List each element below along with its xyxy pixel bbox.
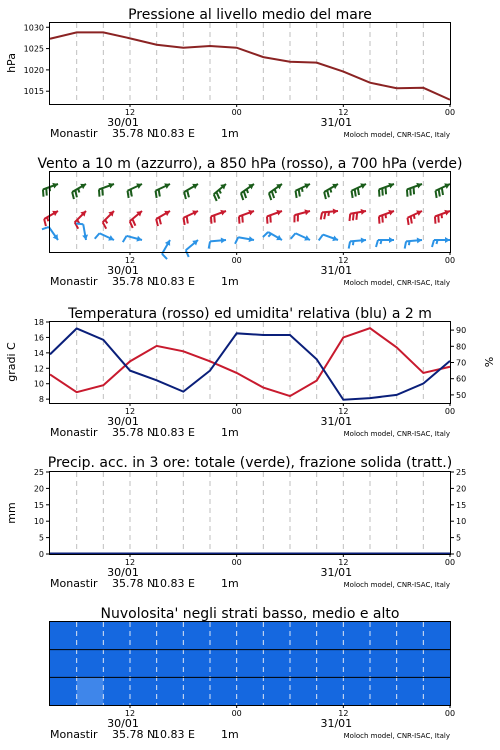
barb-feather: [155, 191, 156, 198]
y-tick-label: 0: [38, 550, 44, 559]
wind-barb: [235, 236, 254, 244]
barb-feather: [435, 216, 436, 223]
wind-panel: [37, 156, 462, 288]
barb-feather: [407, 218, 408, 225]
cloud-cell: [397, 677, 424, 705]
cloud-cell: [237, 677, 264, 705]
wind-barb: [379, 210, 394, 224]
y-tick-label: 18: [33, 318, 44, 327]
y-tick-label: 16: [33, 333, 44, 343]
barb-feather: [44, 219, 46, 226]
x-tick-label: 12: [124, 108, 136, 117]
wind-barb: [123, 236, 142, 242]
barb-feather: [241, 193, 243, 200]
wind-barb: [295, 183, 310, 198]
cloud-cell: [343, 677, 370, 705]
barb-feather: [275, 189, 276, 193]
cloud-cell: [50, 622, 77, 650]
barb-feather: [239, 216, 240, 223]
date-label: 30/01: [107, 566, 139, 579]
wind-barb: [43, 183, 58, 197]
barb-feather: [72, 192, 74, 199]
wind-barb: [241, 184, 254, 200]
barb-feather: [358, 188, 359, 195]
temperature-yticks: [34, 318, 466, 404]
barb-feather: [376, 240, 378, 247]
wind-barb: [435, 183, 450, 198]
barb-feather: [131, 189, 132, 196]
barb-feather: [78, 189, 79, 193]
station-lat: 35.78 N: [112, 577, 156, 590]
barb-feather: [184, 192, 186, 199]
wind-barb: [263, 232, 282, 240]
cloud-cell: [290, 677, 317, 705]
barb-feather: [351, 191, 352, 198]
station-lat: 35.78 N: [112, 426, 156, 439]
wind-barb: [183, 210, 198, 225]
barb-feather: [270, 215, 271, 222]
y-tick-label: 25: [33, 468, 44, 477]
barb-feather: [324, 212, 325, 219]
barb-feather: [302, 188, 303, 192]
date-label: 30/01: [107, 717, 139, 730]
model-credit: Moloch model, CNR-ISAC, Italy: [343, 581, 450, 589]
barb-feather: [379, 216, 380, 223]
barb-feather: [442, 188, 443, 195]
barb-feather: [219, 190, 221, 194]
cloud-cell: [237, 622, 264, 650]
barb-feather: [432, 240, 434, 247]
precip-title: Precip. acc. in 3 ore: totale (verde), frazione solida (tratt.): [47, 455, 453, 471]
x-tick-label: 00: [444, 108, 456, 117]
station-name: Monastir: [50, 275, 98, 288]
barb-feather: [353, 213, 354, 220]
y-tick-label: 1030: [23, 23, 44, 33]
barb-feather: [244, 191, 246, 198]
cloud-cell: [183, 622, 210, 650]
wind-barb: [269, 184, 282, 200]
model-credit: Moloch model, CNR-ISAC, Italy: [343, 732, 450, 740]
barb-feather: [214, 215, 215, 222]
barb-feather: [295, 191, 296, 198]
station-name: Monastir: [50, 127, 98, 140]
pressure-yticks: [24, 23, 50, 96]
y-tick-label: 20: [33, 484, 44, 494]
barb-feather: [209, 241, 210, 248]
station-name: Monastir: [50, 577, 98, 590]
station-elevation: 1m: [221, 426, 239, 439]
date-label: 31/01: [320, 415, 353, 428]
y-right-tick-label: 50: [456, 390, 467, 400]
x-tick-label: 00: [231, 709, 242, 718]
cloud-cell: [397, 650, 424, 678]
cloud-xticks: [50, 705, 455, 741]
barb-feather: [330, 189, 331, 193]
cloud-cell: [157, 650, 184, 678]
station-elevation: 1m: [221, 728, 239, 741]
barb-feather: [353, 241, 354, 245]
pressure-ylabel: hPa: [5, 53, 18, 73]
wind-barb: [351, 183, 366, 198]
station-lat: 35.78 N: [112, 127, 156, 140]
cloud-cell: [103, 650, 130, 678]
x-tick-label: 12: [124, 256, 136, 265]
cloud-cell: [343, 650, 370, 678]
wind-barb: [376, 237, 394, 247]
wind-barb: [209, 237, 226, 248]
y-tick-label: 10: [33, 379, 44, 389]
temperature-xticks: [50, 403, 455, 439]
model-credit: Moloch model, CNR-ISAC, Italy: [343, 279, 450, 287]
station-lon: 10.83 E: [153, 728, 195, 741]
precip-frame: [50, 472, 451, 555]
y-right-tick-label: 15: [456, 500, 467, 510]
cloud-cell: [157, 677, 184, 705]
y-right-tick-label: 0: [456, 550, 462, 559]
barb-feather: [324, 192, 326, 199]
cloud-cell: [263, 650, 290, 678]
wind-xticks: [50, 252, 455, 288]
wind-barb: [432, 237, 450, 247]
station-elevation: 1m: [221, 577, 239, 590]
cloud-cell: [103, 677, 130, 705]
y-tick-label: 1015: [23, 87, 44, 97]
wind-barb: [130, 211, 142, 228]
cloud-cell: [263, 622, 290, 650]
barb-feather: [382, 215, 383, 222]
wind-barb: [239, 210, 254, 224]
y-right-tick-label: 60: [456, 374, 467, 384]
wind-barb: [349, 237, 366, 248]
cloud-cell: [77, 650, 104, 678]
wind-barb: [95, 233, 114, 240]
barb-feather: [386, 187, 387, 194]
cloud-cell: [317, 622, 344, 650]
pressure-xticks: [50, 104, 455, 140]
cloud-cell: [210, 650, 237, 678]
barb-feather: [409, 241, 410, 245]
station-elevation: 1m: [221, 127, 239, 140]
barb-feather: [47, 217, 48, 221]
pressure-lines: [50, 32, 450, 99]
cloud-cell: [210, 622, 237, 650]
x-tick-label: 12: [338, 407, 349, 416]
humidity-ylabel: %: [482, 356, 495, 368]
pressure-panel: [5, 7, 455, 140]
cloud-cell: [50, 650, 77, 678]
temperature-title: Temperatura (rosso) ed umidita' relativa (blu) a 2 m: [68, 306, 432, 322]
x-tick-label: 12: [124, 709, 136, 718]
barb-feather: [356, 213, 357, 220]
barb-feather: [267, 216, 268, 223]
x-tick-label: 12: [338, 709, 349, 718]
wind-barb: [319, 235, 338, 242]
cloud-cell: [370, 677, 397, 705]
temperature-panel: [5, 306, 495, 439]
model-credit: Moloch model, CNR-ISAC, Italy: [343, 430, 450, 438]
cloud-cell: [370, 622, 397, 650]
barb-feather: [186, 250, 189, 257]
date-label: 30/01: [107, 264, 139, 277]
station-lat: 35.78 N: [112, 275, 156, 288]
cloud-panel: [50, 606, 456, 741]
x-tick-label: 12: [338, 108, 349, 117]
barb-feather: [355, 189, 356, 196]
cloud-cell: [237, 650, 264, 678]
barb-feather: [159, 217, 161, 224]
wind-barb: [321, 208, 338, 219]
barb-feather: [414, 215, 415, 219]
barb-feather: [411, 216, 412, 223]
wind-barb: [267, 210, 282, 224]
wind-barb: [184, 184, 198, 199]
humidity-line: [50, 328, 450, 399]
x-tick-label: 12: [124, 407, 136, 416]
wind-barb: [186, 240, 198, 257]
date-label: 30/01: [107, 116, 139, 129]
wind-barb: [44, 211, 58, 226]
date-label: 31/01: [320, 264, 353, 277]
cloud-cell: [290, 650, 317, 678]
barb-feather: [321, 212, 322, 219]
wind-barb: [349, 209, 366, 221]
barb-head: [445, 237, 450, 243]
barb-feather: [105, 220, 107, 224]
barb-feather: [291, 233, 296, 238]
barb-feather: [76, 223, 83, 224]
cloud-cell: [317, 650, 344, 678]
x-tick-label: 00: [444, 709, 456, 718]
wind-barb: [162, 240, 170, 259]
wind-barb: [405, 237, 422, 248]
barb-feather: [349, 241, 350, 248]
barb-feather: [328, 212, 329, 216]
cloud-cell: [50, 677, 77, 705]
wind-barb: [72, 184, 86, 199]
date-label: 31/01: [320, 566, 353, 579]
barb-feather: [272, 191, 274, 198]
x-tick-label: 00: [444, 558, 456, 567]
y-tick-label: 15: [33, 500, 44, 510]
temperature-line: [50, 328, 450, 396]
cloud-title: Nuvolosita' negli strati basso, medio e alto: [100, 606, 400, 622]
station-lon: 10.83 E: [153, 577, 195, 590]
cloud-cell: [183, 650, 210, 678]
cloud-cell: [343, 622, 370, 650]
x-tick-label: 00: [444, 256, 456, 265]
cloud-cell: [423, 677, 450, 705]
wind-barb: [407, 210, 422, 225]
y-tick-label: 14: [33, 348, 44, 358]
y-tick-label: 10: [33, 517, 44, 527]
precip-xticks: [50, 554, 455, 590]
y-right-tick-label: 80: [456, 342, 467, 352]
cloud-cell: [130, 622, 157, 650]
barb-feather: [156, 219, 158, 226]
x-tick-label: 00: [231, 256, 242, 265]
station-name: Monastir: [50, 728, 98, 741]
barb-feather: [405, 241, 406, 248]
model-credit: Moloch model, CNR-ISAC, Italy: [343, 131, 450, 139]
barb-feather: [242, 215, 243, 222]
barb-feather: [99, 189, 100, 196]
wind-barb: [211, 210, 226, 224]
wind-barb: [379, 183, 394, 197]
barb-feather: [407, 189, 408, 196]
pressure-title: Pressione al livello medio del mare: [128, 7, 372, 23]
precip-yticks: [34, 468, 466, 559]
x-tick-label: 12: [124, 558, 136, 567]
barb-feather: [46, 188, 47, 195]
station-name: Monastir: [50, 426, 98, 439]
y-right-tick-label: 70: [456, 358, 467, 368]
barb-feather: [268, 234, 271, 237]
cloud-cell: [370, 650, 397, 678]
barb-feather: [319, 235, 323, 241]
barb-feather: [95, 233, 100, 238]
barb-feather: [435, 191, 436, 198]
barb-feather: [439, 189, 440, 196]
wind-barb: [99, 183, 114, 197]
x-tick-label: 00: [231, 407, 242, 416]
barb-feather: [379, 189, 380, 196]
wind-barb: [214, 184, 226, 201]
cloud-cell: [317, 677, 344, 705]
x-tick-label: 00: [231, 558, 242, 567]
barb-feather: [216, 192, 219, 199]
barb-feather: [437, 240, 438, 244]
barb-feather: [214, 194, 217, 201]
y-tick-label: 8: [38, 395, 44, 405]
barb-feather: [127, 191, 128, 198]
cloud-cell: [397, 622, 424, 650]
barb-feather: [43, 189, 44, 196]
y-right-tick-label: 25: [456, 468, 467, 477]
wind-barb: [156, 211, 170, 226]
barb-feather: [102, 188, 103, 195]
cloud-cell: [423, 650, 450, 678]
y-right-tick-label: 5: [456, 533, 462, 543]
wind-title: Vento a 10 m (azzurro), a 850 hPa (rosso), a 700 hPa (verde): [37, 156, 463, 172]
cloud-cell: [263, 677, 290, 705]
barb-feather: [162, 254, 167, 259]
y-right-tick-label: 10: [456, 517, 467, 527]
barb-feather: [327, 190, 329, 197]
cloud-cell: [103, 622, 130, 650]
barb-feather: [438, 215, 439, 222]
barb-feather: [132, 219, 135, 226]
y-tick-label: 12: [33, 364, 44, 374]
barb-head: [361, 237, 366, 243]
barb-feather: [269, 193, 271, 200]
x-tick-label: 12: [338, 558, 349, 567]
date-label: 31/01: [320, 717, 353, 730]
precip-ylabel: mm: [5, 502, 18, 524]
cloud-cell: [130, 677, 157, 705]
barb-feather: [247, 189, 248, 193]
barb-feather: [183, 218, 184, 225]
barb-feather: [187, 190, 189, 197]
barb-feather: [414, 187, 415, 194]
cloud-cell: [157, 622, 184, 650]
station-lon: 10.83 E: [153, 275, 195, 288]
cloud-cell: [210, 677, 237, 705]
cloud-cell: [423, 622, 450, 650]
wind-barb: [155, 183, 170, 198]
barb-feather: [299, 189, 300, 196]
y-tick-label: 1025: [23, 44, 44, 54]
wind-barb: [291, 233, 310, 240]
barb-feather: [159, 189, 160, 196]
station-lon: 10.83 E: [153, 426, 195, 439]
precip-grid: [77, 472, 424, 554]
temperature-ylabel: gradi C: [5, 342, 18, 382]
station-elevation: 1m: [221, 275, 239, 288]
barb-head: [333, 208, 338, 214]
barb-head: [389, 237, 394, 243]
date-label: 30/01: [107, 415, 139, 428]
wind-barb: [435, 210, 450, 224]
cloud-cell: [77, 622, 104, 650]
x-tick-label: 00: [231, 108, 242, 117]
x-tick-label: 00: [444, 407, 456, 416]
y-right-tick-label: 20: [456, 484, 467, 494]
cloud-cell: [183, 677, 210, 705]
pressure-line: [50, 32, 450, 99]
barb-feather: [211, 216, 212, 223]
barb-feather: [410, 188, 411, 195]
wind-barb: [294, 209, 310, 222]
wind-barb: [407, 183, 422, 197]
y-tick-label: 5: [38, 533, 44, 543]
cloud-cell: [290, 622, 317, 650]
cloud-cell: [130, 650, 157, 678]
barb-head: [417, 237, 422, 243]
y-tick-label: 1020: [23, 65, 44, 75]
barb-head: [221, 237, 226, 243]
barb-feather: [381, 240, 382, 244]
wind-barb: [103, 211, 114, 229]
temperature-lines: [50, 328, 450, 400]
barb-feather: [349, 214, 350, 221]
station-lat: 35.78 N: [112, 728, 156, 741]
date-label: 31/01: [320, 116, 353, 129]
barb-feather: [263, 232, 268, 237]
barb-feather: [123, 236, 127, 242]
pressure-grid: [77, 23, 424, 104]
wind-barb: [324, 184, 338, 199]
barb-feather: [42, 227, 49, 229]
barb-feather: [187, 216, 188, 223]
cloud-cell: [77, 677, 104, 705]
barb-feather: [382, 188, 383, 195]
cloud-cells: [50, 622, 451, 706]
station-lon: 10.83 E: [153, 127, 195, 140]
precip-panel: [5, 455, 466, 590]
x-tick-label: 12: [338, 256, 349, 265]
y-right-tick-label: 90: [456, 326, 467, 336]
